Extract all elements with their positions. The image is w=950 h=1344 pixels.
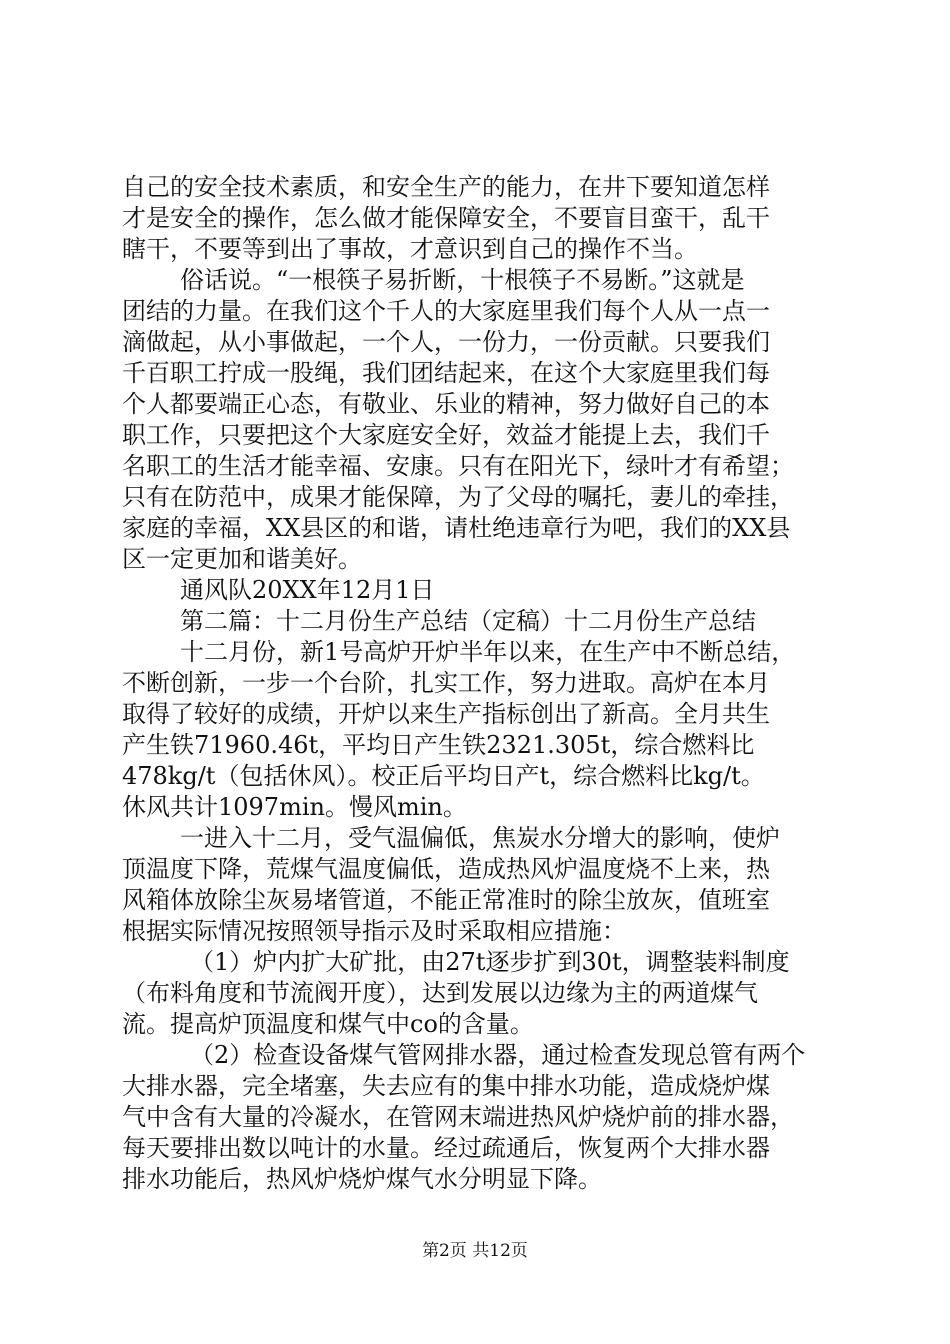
text-line: 千百职工拧成一股绳，我们团结起来，在这个大家庭里我们每 [122,359,770,387]
text-line: 取得了较好的成绩，开炉以来生产指标创出了新高。全月共生 [122,700,770,728]
text-line: 每天要排出数以吨计的水量。经过疏通后，恢复两个大排水器 [122,1134,770,1162]
text-line: 顶温度下降，荒煤气温度偏低，造成热风炉温度烧不上来，热 [122,855,770,883]
text-line: 排水功能后，热风炉烧炉煤气水分明显下降。 [122,1165,602,1193]
text-line: 大排水器，完全堵塞，失去应有的集中排水功能，造成烧炉煤 [122,1072,770,1100]
page-footer: 第2页 共12页 [422,1241,528,1261]
text-line: 职工作，只要把这个大家庭安全好，效益才能提上去，我们千 [122,421,770,449]
text-line: （布料角度和节流阀开度），达到发展以边缘为主的两道煤气 [122,979,758,1007]
text-line: 第二篇：十二月份生产总结（定稿）十二月份生产总结 [180,607,756,635]
text-line: 根据实际情况按照领导指示及时采取相应措施： [122,917,626,945]
text-line: 478kg/t（包括休风）。校正后平均日产t，综合燃料比kg/t。 [122,762,765,790]
text-line: 滴做起，从小事做起，一个人，一份力，一份贡献。只要我们 [122,328,770,356]
text-line: 才是安全的操作，怎么做才能保障安全，不要盲目蛮干，乱干 [122,204,770,232]
text-line: 只有在防范中，成果才能保障，为了父母的嘱托，妻儿的牵挂， [122,483,794,511]
text-line: 俗话说。“一根筷子易折断，十根筷子不易断。”这就是 [180,266,745,294]
text-line: 十二月份，新1号高炉开炉半年以来，在生产中不断总结， [180,638,796,666]
document-body [122,172,832,1195]
text-line: 名职工的生活才能幸福、安康。只有在阳光下，绿叶才有希望； [122,452,794,480]
text-line: 团结的力量。在我们这个千人的大家庭里我们每个人从一点一 [122,297,770,325]
text-line: 气中含有大量的冷凝水，在管网末端进热风炉烧炉前的排水器， [122,1103,794,1131]
text-line: 区一定更加和谐美好。 [122,545,362,573]
text-line: 一进入十二月，受气温偏低，焦炭水分增大的影响，使炉 [180,824,780,852]
text-line: 休风共计1097min。慢风min。 [122,793,467,821]
text-line: 个人都要端正心态，有敬业、乐业的精神，努力做好自己的本 [122,390,770,418]
text-line: 家庭的幸福，XX县区的和谐，请杜绝违章行为吧，我们的XX县 [122,514,791,542]
text-line: 不断创新，一步一个台阶，扎实工作，努力进取。高炉在本月 [122,669,770,697]
text-line: 自己的安全技术素质，和安全生产的能力，在井下要知道怎样 [122,173,770,201]
text-line: 通风队20XX年12月1日 [180,576,435,604]
text-line: 瞎干，不要等到出了事故，才意识到自己的操作不当。 [122,235,698,263]
text-line: 产生铁71960.46t，平均日产生铁2321.305t，综合燃料比 [122,731,755,759]
text-line: 风箱体放除尘灰易堵管道，不能正常准时的除尘放灰，值班室 [122,886,770,914]
text-line: （2）检查设备煤气管网排水器，通过检查发现总管有两个 [190,1041,806,1069]
text-line: （1）炉内扩大矿批，由27t逐步扩到30t，调整装料制度 [190,948,790,976]
text-line: 流。提高炉顶温度和煤气中co的含量。 [122,1010,534,1038]
